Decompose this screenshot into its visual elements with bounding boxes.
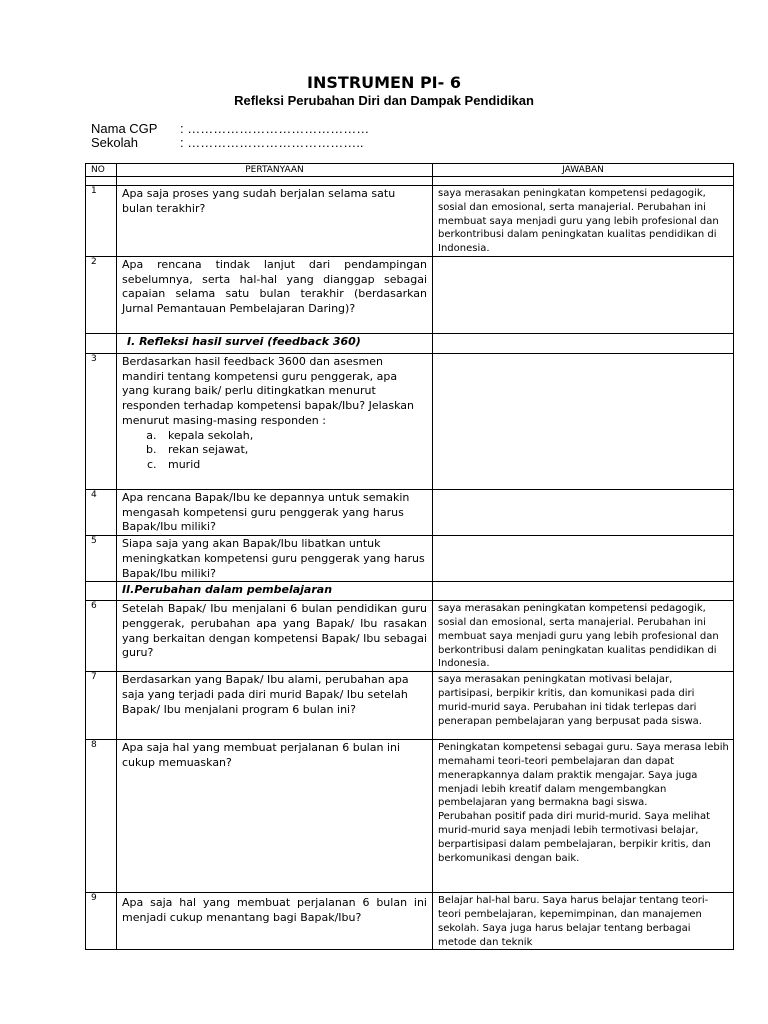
page-title: INSTRUMEN PI- 6 bbox=[307, 73, 461, 92]
answer-text: Belajar hal-hal baru. Saya harus belajar tentang teori-teori pembelajaran, kepemimpinan, dan manajemen sekolah. Saya juga harus belajar tentang berbagai metode dan teknik bbox=[433, 893, 734, 950]
header-answer: JAWABAN bbox=[433, 164, 734, 177]
section-row bbox=[86, 582, 734, 601]
answer-cell[interactable] bbox=[433, 256, 734, 333]
answer-text: saya merasakan peningkatan motivasi belajar, partisipasi, berpikir kritis, dan komunikasi pada diri murid-murid saya. Perubahan ini tidak terlepas dari penerapan pembelajaran yang berpusat pada siswa. bbox=[433, 672, 734, 740]
field-sekolah bbox=[91, 135, 363, 150]
question-text: Siapa saja yang akan Bapak/Ibu libatkan untuk meningkatkan kompetensi guru penggerak yang harus Bapak/Ibu miliki? bbox=[117, 536, 433, 582]
table-row bbox=[86, 489, 734, 535]
instrument-table bbox=[85, 163, 734, 950]
field-label: Nama CGP bbox=[91, 121, 158, 136]
header-question: PERTANYAAN bbox=[117, 164, 433, 177]
row-number: 8 bbox=[86, 740, 117, 893]
row-number: 1 bbox=[86, 186, 117, 257]
question-text: Setelah Bapak/ Ibu menjalani 6 bulan pendidikan guru penggerak, perubahan apa yang Bapak/ Ibu rasakan yang berkaitan dengan kompetensi Bapak/ Ibu sebagai guru? bbox=[117, 601, 433, 672]
answer-text: saya merasakan peningkatan kompetensi pedagogik, sosial dan emosional, serta manajerial. Perubahan ini membuat saya menjadi guru yang lebih profesional dan berkontribusi dalam peningkatan kualitas pendidikan di Indonesia. bbox=[433, 601, 734, 672]
question-text: Apa rencana Bapak/Ibu ke depannya untuk semakin mengasah kompetensi guru penggerak yang harus Bapak/Ibu miliki? bbox=[117, 489, 433, 535]
table-row bbox=[86, 893, 734, 950]
row-number: 2 bbox=[86, 256, 117, 333]
header-no: NO bbox=[86, 164, 117, 177]
row-number: 3 bbox=[86, 353, 117, 489]
section-heading: II.Perubahan dalam pembelajaran bbox=[117, 582, 433, 601]
row-number: 7 bbox=[86, 672, 117, 740]
field-label: Sekolah bbox=[91, 135, 138, 150]
question-text: Apa rencana tindak lanjut dari pendampingan sebelumnya, serta hal-hal yang dianggap sebagai capaian selama satu bulan terakhir (berdasarkan Jurnal Pemantauan Pembelajaran Daring)? bbox=[117, 256, 433, 333]
list-item: b. rekan sejawat, bbox=[160, 443, 427, 458]
question-text: Berdasarkan yang Bapak/ Ibu alami, perubahan apa saja yang terjadi pada diri murid Bapak/ Ibu setelah Bapak/ Ibu menjalani program 6 bulan ini? bbox=[117, 672, 433, 740]
answer-paragraph: Peningkatan kompetensi sebagai guru. Saya merasa lebih memahami teori-teori pembelajaran dan dapat menerapkannya dalam praktik mengajar. Saya juga menjadi lebih kreatif dalam mengembangkan pembelajaran yang bermakna bagi siswa. bbox=[438, 742, 729, 809]
table-row bbox=[86, 256, 734, 333]
table-row bbox=[86, 536, 734, 582]
field-nama-cgp bbox=[91, 121, 369, 136]
answer-cell[interactable] bbox=[433, 489, 734, 535]
table-row bbox=[86, 186, 734, 257]
table-row bbox=[86, 672, 734, 740]
answer-cell bbox=[433, 740, 734, 893]
table-row bbox=[86, 740, 734, 893]
table-header-row bbox=[86, 164, 734, 177]
list-item: a. kepala sekolah, bbox=[160, 429, 427, 444]
responden-list bbox=[122, 429, 427, 473]
row-number: 5 bbox=[86, 536, 117, 582]
answer-text: saya merasakan peningkatan kompetensi pedagogik, sosial dan emosional, serta manajerial. Perubahan ini membuat saya menjadi guru yang lebih profesional dan berkontribusi dalam peningkatan kualitas pendidikan di Indonesia. bbox=[433, 186, 734, 257]
question-text: Apa saja hal yang membuat perjalanan 6 bulan ini cukup memuaskan? bbox=[117, 740, 433, 893]
answer-cell[interactable] bbox=[433, 353, 734, 489]
row-number: 4 bbox=[86, 489, 117, 535]
row-number: 9 bbox=[86, 893, 117, 950]
table-row bbox=[86, 601, 734, 672]
field-value: : …………………………………… bbox=[180, 121, 370, 136]
table-row bbox=[86, 353, 734, 489]
section-row bbox=[86, 333, 734, 353]
section-heading: I. Refleksi hasil survei (feedback 360) bbox=[117, 333, 433, 353]
field-value: : ………………………………….. bbox=[180, 135, 364, 150]
question-text: Apa saja proses yang sudah berjalan selama satu bulan terakhir? bbox=[117, 186, 433, 257]
list-item: c. murid bbox=[160, 458, 427, 473]
question-cell bbox=[117, 353, 433, 489]
answer-cell[interactable] bbox=[433, 536, 734, 582]
row-number: 6 bbox=[86, 601, 117, 672]
answer-paragraph: Perubahan positif pada diri murid-murid. Saya melihat murid-murid saya menjadi lebih termotivasi belajar, berpartisipasi dalam pembelajaran, berpikir kritis, dan berkomunikasi dengan baik. bbox=[438, 811, 711, 864]
page-subtitle: Refleksi Perubahan Diri dan Dampak Pendidikan bbox=[234, 93, 534, 108]
spacer-row bbox=[86, 177, 734, 186]
question-text: Berdasarkan hasil feedback 3600 dan asesmen mandiri tentang kompetensi guru penggerak, apa yang kurang baik/ perlu ditingkatkan menurut responden terhadap kompetensi bapak/Ibu? Jelaskan menurut masing-masing responden : bbox=[122, 354, 414, 427]
question-text: Apa saja hal yang membuat perjalanan 6 bulan ini menjadi cukup menantang bagi Bapak/Ibu? bbox=[117, 893, 433, 950]
